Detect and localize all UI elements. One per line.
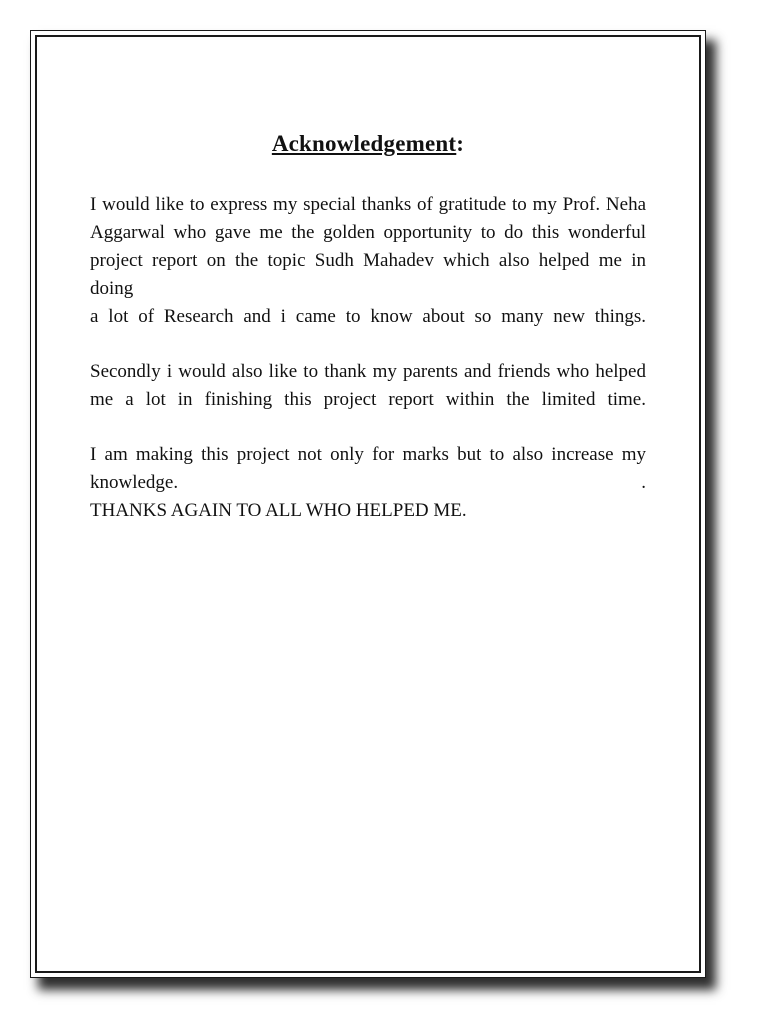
paragraph-line: I am making this project not only for marks but to also increase my xyxy=(90,444,646,465)
page-inner-border xyxy=(35,35,701,973)
paragraph-line: I would like to express my special thanks of gratitude to my Prof. Neha xyxy=(90,194,646,215)
paragraph-line: Aggarwal who gave me the golden opportunity to do this wonderful xyxy=(90,222,646,243)
paragraph-line: project report on the topic Sudh Mahadev which also helped me in doing xyxy=(90,250,646,299)
document-page xyxy=(30,30,706,978)
thanks-line: THANKS AGAIN TO ALL WHO HELPED ME. xyxy=(90,500,467,521)
paragraph-line: me a lot in finishing this project report within the limited time. xyxy=(90,389,646,410)
paragraph-line: Secondly i would also like to thank my parents and friends who helped xyxy=(90,361,646,382)
knowledge-text: knowledge. xyxy=(90,472,179,493)
paragraph-2 xyxy=(90,358,646,414)
title-colon: : xyxy=(456,131,465,156)
page-content xyxy=(37,37,699,971)
title-text: Acknowledgement xyxy=(271,131,457,156)
page-title xyxy=(90,131,646,157)
paragraph-3 xyxy=(90,441,646,525)
paragraph-1 xyxy=(90,191,646,331)
stray-period: . xyxy=(641,472,646,493)
paragraph-line: a lot of Research and i came to know about so many new things. xyxy=(90,306,646,327)
paragraph-line xyxy=(90,469,646,497)
